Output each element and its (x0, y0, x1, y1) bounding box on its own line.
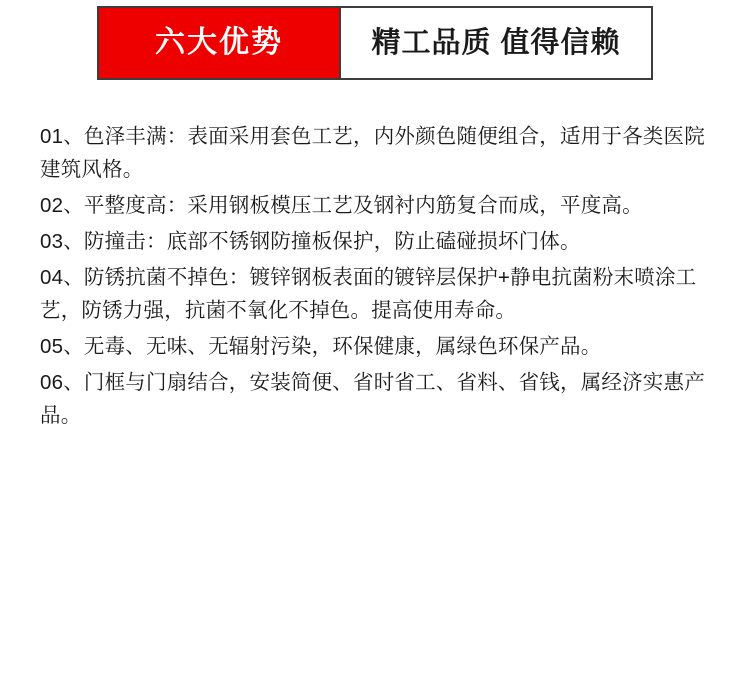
list-item: 02、平整度高：采用钢板模压工艺及钢衬内筋复合而成，平度高。 (40, 194, 643, 217)
advantages-badge (99, 8, 341, 78)
list-item: 04、防锈抗菌不掉色：镀锌钢板表面的镀锌层保护+静电抗菌粉末喷涂工艺，防锈力强，抗菌不氧化不掉色。提高使用寿命。 (40, 266, 697, 322)
header-banner (97, 6, 653, 80)
advantages-badge-label: 六大优势 (155, 26, 283, 59)
list-item: 06、门框与门扇结合，安装简便、省时省工、省料、省钱，属经济实惠产品。 (40, 371, 705, 427)
list-item: 03、防撞击：底部不锈钢防撞板保护，防止磕碰损坏门体。 (40, 230, 581, 253)
slogan-container (341, 8, 651, 78)
list-item: 01、色泽丰满：表面采用套色工艺，内外颜色随便组合，适用于各类医院建筑风格。 (40, 125, 705, 181)
list-item: 05、无毒、无味、无辐射污染，环保健康，属绿色环保产品。 (40, 335, 602, 358)
features-list (40, 120, 716, 432)
slogan-text: 精工品质 值得信赖 (371, 26, 621, 59)
